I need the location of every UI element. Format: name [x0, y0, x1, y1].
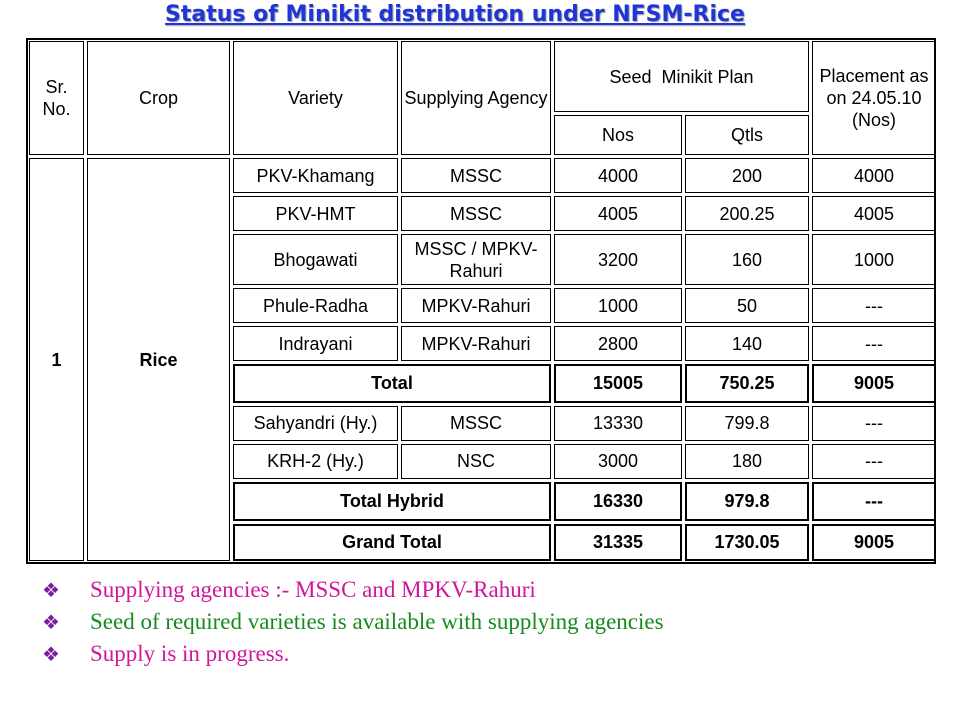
header-qtls: Qtls [685, 115, 809, 155]
qtls-cell: 200.25 [685, 196, 809, 231]
nos-cell: 13330 [554, 406, 682, 441]
header-crop: Crop [87, 41, 230, 155]
header-sr-no: Sr. No. [29, 41, 84, 155]
qtls-cell: 200 [685, 158, 809, 193]
nos-cell: 3200 [554, 234, 682, 285]
agency-cell: MPKV-Rahuri [401, 288, 551, 323]
variety-cell: Bhogawati [233, 234, 398, 285]
qtls-cell: 140 [685, 326, 809, 361]
placement-cell: 4000 [812, 158, 936, 193]
table-row [29, 158, 936, 193]
qtls-cell: 50 [685, 288, 809, 323]
note-text: Supplying agencies :- MSSC and MPKV-Rahuri [90, 577, 536, 602]
agency-cell: MSSC [401, 196, 551, 231]
agency-cell: NSC [401, 444, 551, 479]
placement-cell: 4005 [812, 196, 936, 231]
agency-cell: MPKV-Rahuri [401, 326, 551, 361]
nos-cell: 4000 [554, 158, 682, 193]
variety-cell: Indrayani [233, 326, 398, 361]
variety-cell: PKV-Khamang [233, 158, 398, 193]
qtls-cell: 799.8 [685, 406, 809, 441]
diamond-bullet-icon: ❖ [42, 578, 60, 602]
nos-cell: 4005 [554, 196, 682, 231]
placement-cell: --- [812, 444, 936, 479]
list-item [42, 574, 664, 606]
total-hybrid-placement: --- [812, 482, 936, 521]
placement-cell: --- [812, 288, 936, 323]
note-text: Seed of required varieties is available with supplying agencies [90, 609, 664, 634]
list-item [42, 638, 664, 670]
nos-cell: 1000 [554, 288, 682, 323]
total-hybrid-nos: 16330 [554, 482, 682, 521]
total-nos: 15005 [554, 364, 682, 402]
nos-cell: 3000 [554, 444, 682, 479]
qtls-cell: 180 [685, 444, 809, 479]
sr-no-cell: 1 [29, 158, 84, 561]
grand-total-placement: 9005 [812, 524, 936, 561]
header-agency: Supplying Agency [401, 41, 551, 155]
variety-cell: PKV-HMT [233, 196, 398, 231]
qtls-cell: 160 [685, 234, 809, 285]
agency-cell: MSSC [401, 158, 551, 193]
variety-cell: Phule-Radha [233, 288, 398, 323]
minikit-table [26, 38, 939, 564]
total-qtls: 750.25 [685, 364, 809, 402]
variety-cell: Sahyandri (Hy.) [233, 406, 398, 441]
variety-cell: KRH-2 (Hy.) [233, 444, 398, 479]
agency-cell: MSSC / MPKV-Rahuri [401, 234, 551, 285]
agency-cell: MSSC [401, 406, 551, 441]
total-hybrid-qtls: 979.8 [685, 482, 809, 521]
header-placement: Placement as on 24.05.10 (Nos) [812, 41, 936, 155]
total-placement: 9005 [812, 364, 936, 402]
placement-cell: 1000 [812, 234, 936, 285]
nos-cell: 2800 [554, 326, 682, 361]
diamond-bullet-icon: ❖ [42, 610, 60, 634]
header-nos: Nos [554, 115, 682, 155]
notes-list [42, 574, 664, 670]
header-variety: Variety [233, 41, 398, 155]
grand-total-label: Grand Total [233, 524, 551, 561]
header-row [29, 41, 936, 112]
placement-cell: --- [812, 406, 936, 441]
total-label: Total [233, 364, 551, 402]
note-text: Supply is in progress. [90, 641, 290, 666]
diamond-bullet-icon: ❖ [42, 642, 60, 666]
grand-total-qtls: 1730.05 [685, 524, 809, 561]
list-item [42, 606, 664, 638]
header-seed-minikit-plan: Seed Minikit Plan [554, 41, 809, 112]
placement-cell: --- [812, 326, 936, 361]
grand-total-nos: 31335 [554, 524, 682, 561]
page-title: Status of Minikit distribution under NFSM-Rice [165, 2, 745, 27]
total-hybrid-label: Total Hybrid [233, 482, 551, 521]
crop-cell: Rice [87, 158, 230, 561]
